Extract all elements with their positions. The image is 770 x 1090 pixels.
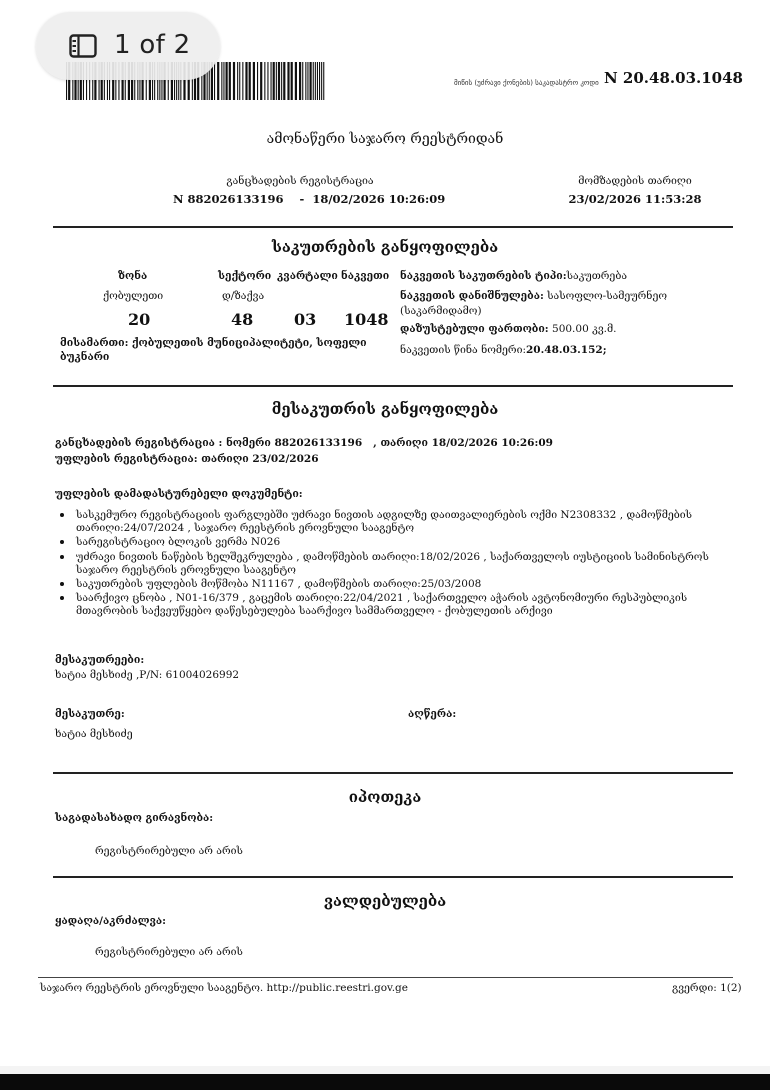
doc-number-caption: მიწის (უძრავი ქონების) საკადასტრო კოდი [454, 79, 599, 87]
barcode-bar [242, 62, 243, 100]
zone-code: 20 [128, 310, 151, 329]
page-indicator-pill[interactable] [36, 12, 220, 80]
application-registration: განცხადების რეგისტრაცია : ნომერი 882026133196 , თარიღი 18/02/2026 10:26:09 [55, 437, 553, 449]
mortgage-sub-label: საგადასახადო გირავნობა: [55, 812, 214, 824]
debts-value: რეგისტრირებული არ არის [95, 946, 243, 958]
prev-number-label: ნაკვეთის წინა ნომერი: [400, 344, 526, 356]
barcode-bar [315, 62, 316, 100]
footer-agency: საჯარო რეესტრის ეროვნული სააგენტო. http://public.reestri.gov.ge [40, 982, 408, 994]
barcode-bar [319, 62, 320, 100]
barcode-bar [302, 62, 303, 100]
address [60, 337, 367, 349]
mortgage-heading: იპოთეკა [348, 788, 422, 806]
owner-value: ხატია მესხიძე [55, 728, 133, 740]
right-registration: უფლების რეგისტრაცია: თარიღი 23/02/2026 [55, 453, 319, 465]
list-item: სარეგისტრაციო ბლოკის ვერმა N026 [58, 536, 718, 549]
page-indicator-label: 1 of 2 [114, 30, 191, 60]
barcode-bar [237, 62, 238, 100]
ownership-type [400, 270, 627, 282]
sector-label: სექტორი [218, 270, 272, 282]
debts-heading: ვალდებულება [323, 892, 447, 910]
barcode-bar [273, 62, 275, 100]
barcode-bar [281, 62, 282, 100]
barcode-bar [253, 62, 255, 100]
barcode-bar [245, 62, 247, 100]
document-title: ამონაწერი საჯარო რეესტრიდან [266, 131, 504, 147]
document-pages-icon [69, 34, 97, 58]
divider [53, 385, 733, 387]
documents-list [58, 509, 718, 620]
parcel-label: ნაკვეთი [341, 270, 390, 282]
list-item: საკუთრების უფლების მოწმობა N11167 , დამოწმების თარიღი:25/03/2008 [58, 578, 718, 591]
barcode-bar [278, 62, 280, 100]
property-heading: საკუთრების განყოფილება [271, 238, 499, 256]
registration-label: განცხადების რეგისტრაცია [226, 175, 374, 187]
barcode-bar [283, 62, 285, 100]
zone-name: ქობულეთი [103, 290, 164, 302]
barcode-bar [305, 62, 306, 100]
quarter-label: კვარტალი [277, 270, 338, 282]
prepared-label: მომზადების თარიღი [578, 175, 692, 187]
prepared-value: 23/02/2026 11:53:28 [568, 192, 702, 206]
barcode-bar [214, 62, 215, 100]
barcode-bar [264, 62, 265, 100]
footer-page-number: გვერდი: 1(2) [672, 982, 742, 994]
barcode-bar [249, 62, 251, 100]
purpose-label: ნაკვეთის დანიშნულება: [400, 290, 544, 302]
doc-number: N 20.48.03.1048 [604, 69, 743, 87]
barcode-bar [271, 62, 272, 100]
debts-sub-label: ყადაღა/აკრძალვა: [55, 915, 166, 927]
footer-divider [38, 977, 733, 978]
barcode-bar [239, 62, 240, 100]
barcode-bar [229, 62, 231, 100]
purpose-value: სასოფლო-სამეურნეო [547, 290, 667, 302]
prev-number-value: 20.48.03.152; [526, 344, 607, 356]
barcode-bar [321, 62, 322, 100]
divider [53, 226, 733, 228]
barcode-bar [221, 62, 222, 100]
divider [53, 876, 733, 878]
sector-name: დ/ზაქვა [222, 290, 265, 302]
registration-value: N 882026133196 - 18/02/2026 10:26:09 [173, 192, 446, 206]
viewer-bottom-bar [0, 1074, 770, 1090]
barcode-bar [257, 62, 258, 100]
list-item: სასკემურო რეგისტრაციის ფარგლებში უძრავი ნივთის ადგილზე დაითვალიერების ოქმი N2308332 , დამოწმების თარიღი:24/07/2024 , საჯარო რეესტრის ეროვნული სააგენტო [58, 509, 718, 535]
barcode-bar [276, 62, 277, 100]
area [400, 323, 617, 335]
barcode-bar [226, 62, 228, 100]
description-label: აღწერა: [408, 708, 457, 720]
prev-number [400, 344, 607, 356]
barcode-bar [233, 62, 235, 100]
owners-label: მესაკუთრეები: [55, 654, 145, 666]
barcode-bar [295, 62, 297, 100]
barcode-bar [310, 62, 312, 100]
address-label: მისამართი: [60, 337, 129, 349]
viewer-bottom-edge [0, 1066, 770, 1074]
barcode-bar [267, 62, 268, 100]
barcode-bar [260, 62, 262, 100]
ownership-type-label: ნაკვეთის საკუთრების ტიპი: [400, 270, 567, 282]
barcode-bar [323, 62, 324, 100]
barcode-bar [299, 62, 301, 100]
zone-label: ზონა [118, 270, 148, 282]
documents-label: უფლების დამადასტურებელი დოკუმენტი: [55, 488, 303, 500]
address-value: ქობულეთის მუნიციპალიტეტი, სოფელი [131, 337, 367, 349]
barcode-bar [217, 62, 219, 100]
list-item: უძრავი ნივთის ნაწების ხელშეკრულება , დამოწმების თარიღი:18/02/2026 , საქართველოს იუსტიციის სამინისტროს საჯარო რეესტრის ეროვნული სააგენტო [58, 551, 718, 577]
barcode-bar [223, 62, 224, 100]
purpose-value-2: (საკარმიდამო) [400, 305, 482, 317]
barcode-bar [307, 62, 308, 100]
mortgage-value: რეგისტრირებული არ არის [95, 845, 243, 857]
barcode-bar [287, 62, 289, 100]
divider [53, 772, 733, 774]
barcode-bar [291, 62, 293, 100]
area-value: 500.00 კვ.მ. [552, 323, 617, 335]
owner-label: მესაკუთრე: [55, 708, 125, 720]
parcel-code: 1048 [344, 310, 389, 329]
owners-value: ხატია მესხიძე ,P/N: 61004026992 [55, 669, 240, 681]
quarter-code: 03 [294, 310, 317, 329]
area-label: დაზუსტებული ფართობი: [400, 323, 549, 335]
sector-code: 48 [231, 310, 254, 329]
owner-heading: მესაკუთრის განყოფილება [271, 400, 499, 418]
address-value-2: ბუკნარი [60, 351, 110, 363]
list-item: საარქივო ცნობა , N01-16/379 , გაცემის თარიღი:22/04/2021 , საქართველო აჭარის ავტონომიური რესპუბლიკის მთავრობის საქვეუწყებო დაწესებულება საარქივო სამმართველო - ქობულეთის არქივი [58, 592, 718, 618]
barcode-bar [313, 62, 314, 100]
purpose [400, 290, 667, 302]
barcode-bar [317, 62, 318, 100]
ownership-type-value: საკუთრება [566, 270, 628, 282]
